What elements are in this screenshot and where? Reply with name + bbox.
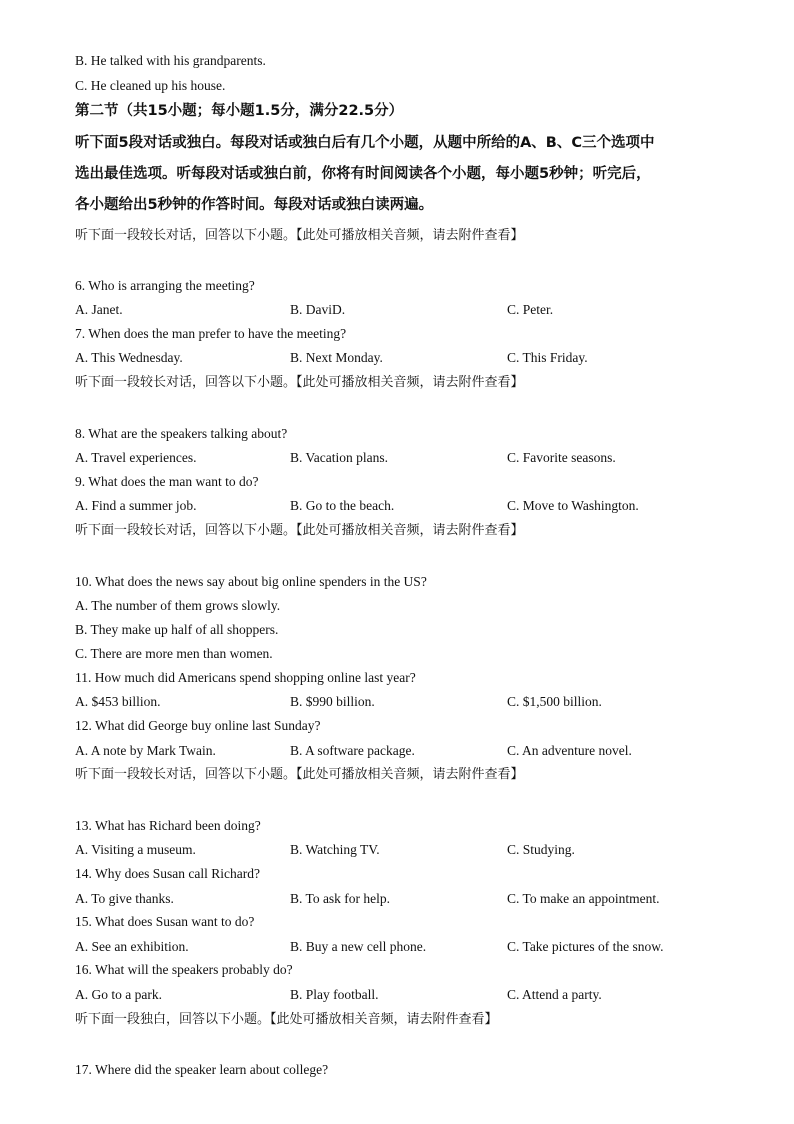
q10-option-c: C. There are more men than women. xyxy=(75,646,273,661)
question-11: 11. How much did Americans spend shopping online last year? xyxy=(75,670,416,685)
audio-prompt-monologue: 听下面一段独白，回答以下小题。【此处可播放相关音频，请去附件查看】 xyxy=(75,1012,498,1027)
q15-option-c: C. Take pictures of the snow. xyxy=(507,939,664,954)
q7-option-a: A. This Wednesday. xyxy=(75,350,183,365)
question-16: 16. What will the speakers probably do? xyxy=(75,962,293,977)
q15-option-a: A. See an exhibition. xyxy=(75,939,189,954)
q16-option-a: A. Go to a park. xyxy=(75,987,162,1002)
q16-option-b: B. Play football. xyxy=(290,987,379,1002)
q15-option-b: B. Buy a new cell phone. xyxy=(290,939,427,954)
question-13: 13. What has Richard been doing? xyxy=(75,818,261,833)
q6-option-b: B. DaviD. xyxy=(290,302,346,317)
q10-option-a: A. The number of them grows slowly. xyxy=(75,598,281,613)
section-instructions-line-3: 各小题给出5秒钟的作答时间。每段对话或独白读两遍。 xyxy=(75,197,434,213)
section-heading: 第二节（共15小题；每小题1.5分，满分22.5分） xyxy=(75,103,404,119)
q14-option-c: C. To make an appointment. xyxy=(507,891,660,906)
audio-prompt-dialogue-3: 听下面一段较长对话，回答以下小题。【此处可播放相关音频，请去附件查看】 xyxy=(75,523,524,538)
q13-option-c: C. Studying. xyxy=(507,842,575,857)
q12-option-c: C. An adventure novel. xyxy=(507,743,632,758)
q9-option-c: C. Move to Washington. xyxy=(507,498,639,513)
q7-option-c: C. This Friday. xyxy=(507,350,588,365)
q8-option-c: C. Favorite seasons. xyxy=(507,450,616,465)
q11-option-b: B. $990 billion. xyxy=(290,694,375,709)
question-14: 14. Why does Susan call Richard? xyxy=(75,866,260,881)
audio-prompt-dialogue-2: 听下面一段较长对话，回答以下小题。【此处可播放相关音频，请去附件查看】 xyxy=(75,375,524,390)
question-17: 17. Where did the speaker learn about college? xyxy=(75,1062,329,1077)
section-instructions-line-2: 选出最佳选项。听每段对话或独白前，你将有时间阅读各个小题，每小题5秒钟；听完后， xyxy=(75,166,651,182)
q16-option-c: C. Attend a party. xyxy=(507,987,602,1002)
q10-option-b: B. They make up half of all shoppers. xyxy=(75,622,279,637)
q6-option-c: C. Peter. xyxy=(507,302,554,317)
question-9: 9. What does the man want to do? xyxy=(75,474,259,489)
q13-option-b: B. Watching TV. xyxy=(290,842,380,857)
q11-option-a: A. $453 billion. xyxy=(75,694,161,709)
q8-option-b: B. Vacation plans. xyxy=(290,450,388,465)
q6-option-a: A. Janet. xyxy=(75,302,123,317)
q7-option-b: B. Next Monday. xyxy=(290,350,383,365)
q9-option-a: A. Find a summer job. xyxy=(75,498,197,513)
audio-prompt-dialogue-4: 听下面一段较长对话，回答以下小题。【此处可播放相关音频，请去附件查看】 xyxy=(75,767,524,782)
prev-option-b: B. He talked with his grandparents. xyxy=(75,53,266,68)
audio-prompt-dialogue-1: 听下面一段较长对话，回答以下小题。【此处可播放相关音频，请去附件查看】 xyxy=(75,228,524,243)
q14-option-a: A. To give thanks. xyxy=(75,891,174,906)
q11-option-c: C. $1,500 billion. xyxy=(507,694,602,709)
q12-option-a: A. A note by Mark Twain. xyxy=(75,743,216,758)
question-8: 8. What are the speakers talking about? xyxy=(75,426,288,441)
question-6: 6. Who is arranging the meeting? xyxy=(75,278,255,293)
section-instructions-line-1: 听下面5段对话或独白。每段对话或独白后有几个小题，从题中所给的A、B、C三个选项中 xyxy=(75,135,655,151)
q9-option-b: B. Go to the beach. xyxy=(290,498,395,513)
prev-option-c: C. He cleaned up his house. xyxy=(75,78,226,93)
q8-option-a: A. Travel experiences. xyxy=(75,450,197,465)
question-7: 7. When does the man prefer to have the meeting? xyxy=(75,326,347,341)
question-15: 15. What does Susan want to do? xyxy=(75,914,255,929)
q12-option-b: B. A software package. xyxy=(290,743,415,758)
question-12: 12. What did George buy online last Sunday? xyxy=(75,718,321,733)
q14-option-b: B. To ask for help. xyxy=(290,891,391,906)
question-10: 10. What does the news say about big online spenders in the US? xyxy=(75,574,427,589)
q13-option-a: A. Visiting a museum. xyxy=(75,842,196,857)
